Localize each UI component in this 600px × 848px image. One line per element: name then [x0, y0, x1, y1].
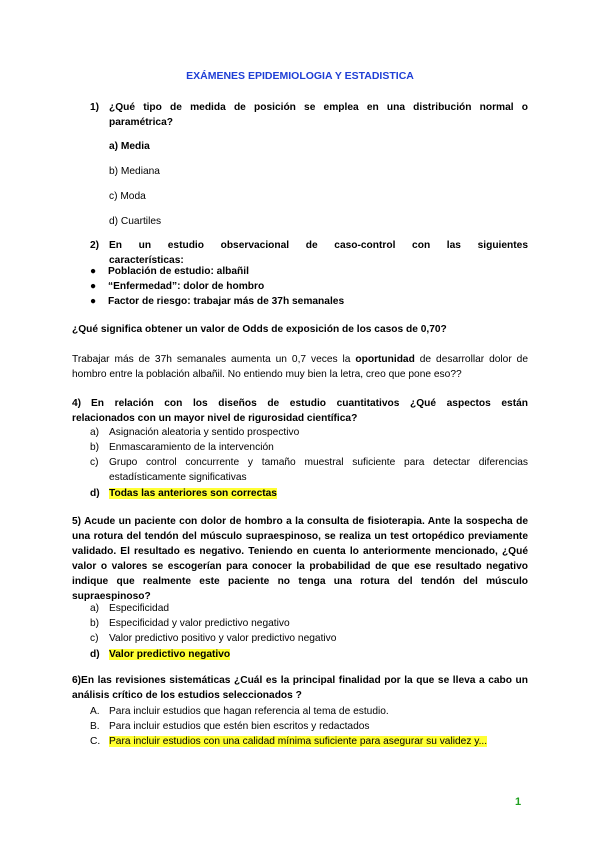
question-6-options [90, 704, 528, 749]
question-2-subquestion: ¿Qué significa obtener un valor de Odds de exposición de los casos de 0,70? [72, 324, 447, 335]
question-1-option-c: c) Moda [109, 191, 146, 202]
question-2-text-line2: características: [109, 255, 184, 266]
question-6: 6)En las revisiones sistemáticas ¿Cuál es la principal finalidad por la que se lleva a cabo un análisis crítico de los estudios seleccionados ? [72, 675, 528, 701]
question-4-option-c: c) Grupo control concurrente y tamaño muestral suficiente para detectar diferencias estadísticamente significativas [90, 457, 528, 483]
question-2-number: 2) [90, 240, 100, 251]
question-4-option-d-correct: d) Todas las anteriores son correctas [90, 488, 277, 499]
question-2 [90, 238, 528, 253]
question-1-option-a: a) Media [109, 141, 150, 152]
question-4-options [90, 425, 528, 501]
question-4 [72, 396, 528, 411]
question-2-bullet-3: ● Factor de riesgo: trabajar más de 37h semanales [90, 296, 345, 307]
question-2-bullet-2: ● “Enfermedad”: dolor de hombro [90, 281, 265, 292]
bullet-icon: ● [90, 266, 97, 277]
question-1-number: 1) [90, 102, 100, 113]
question-2-text-line1: En un estudio observacional de caso-control con las siguientes [109, 240, 528, 251]
question-4-number: 4) [72, 398, 82, 409]
question-5-option-c: c) Valor predictivo positivo y valor predictivo negativo [90, 633, 337, 644]
question-1-option-d: d) Cuartiles [109, 216, 162, 227]
question-4-option-a: a) Asignación aleatoria y sentido prospectivo [90, 427, 300, 438]
question-2-answer: Trabajar más de 37h semanales aumenta un 0,7 veces la oportunidad de desarrollar dolor de hombro entre la población albañil. No entiendo muy bien la letra, creo que pone eso?? [72, 354, 528, 380]
bullet-icon: ● [90, 281, 97, 292]
question-6-option-b: B. Para incluir estudios que estén bien escritos y redactados [90, 721, 370, 732]
question-6-option-c-correct: C. Para incluir estudios con una calidad mínima suficiente para asegurar su validez y... [90, 736, 488, 747]
question-5-option-b: b) Especificidad y valor predictivo negativo [90, 618, 290, 629]
question-4-text-line1: En relación con los diseños de estudio cuantitativos ¿Qué aspectos están [91, 398, 528, 409]
document-title: EXÁMENES EPIDEMIOLOGIA Y ESTADISTICA [186, 70, 414, 82]
question-1-text: ¿Qué tipo de medida de posición se emplea en una distribución normal o paramétrica? [109, 102, 528, 128]
question-5-option-a: a) Especificidad [90, 603, 170, 614]
question-6-option-a: A. Para incluir estudios que hagan referencia al tema de estudio. [90, 706, 389, 717]
page-number: 1 [515, 796, 522, 808]
question-5-option-d-correct: d) Valor predictivo negativo [90, 649, 231, 660]
question-1-option-b: b) Mediana [109, 166, 160, 177]
question-4-option-b: b) Enmascaramiento de la intervención [90, 442, 274, 453]
question-4-text-line2: relacionados con un mayor nivel de rigurosidad científica? [72, 413, 358, 424]
question-5-options [90, 601, 528, 662]
question-2-bullet-1: ● Población de estudio: albañil [90, 266, 249, 277]
question-5: 5) Acude un paciente con dolor de hombro a la consulta de fisioterapia. Ante la sospecha de una rotura del tendón del músculo supraespinoso, se realiza un test ortopédico previamente validado. El resultado es negativo. Teniendo en cuenta lo anteriormente mencionado, ¿Qué valor o valores se escogerían para conocer la probabilidad de que ese resultado negativo indique que realmente este paciente no tenga una rotura del tendón del músculo supraespinoso? [72, 516, 528, 602]
question-1 [90, 100, 528, 130]
bullet-icon: ● [90, 296, 97, 307]
